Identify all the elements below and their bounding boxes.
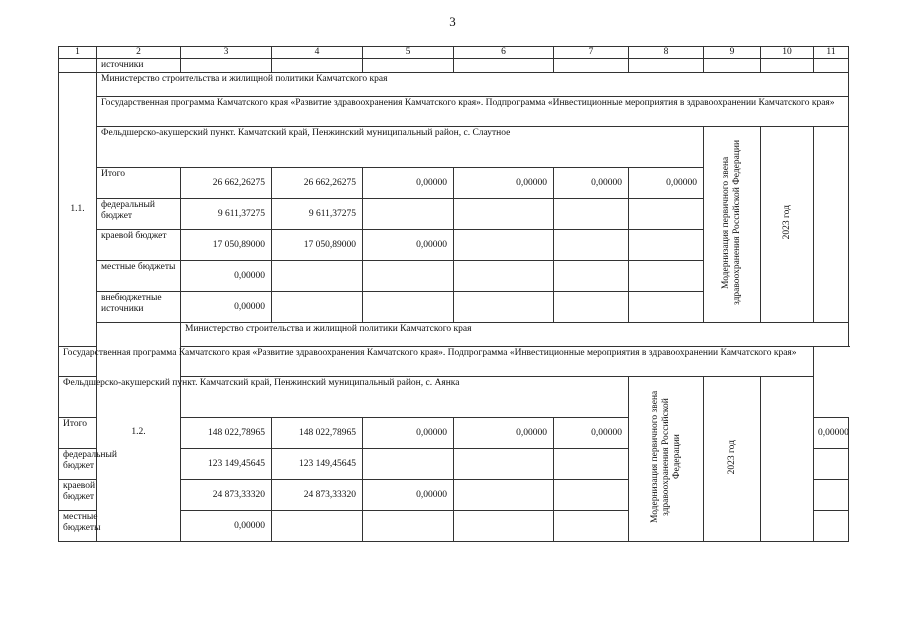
object-name: Фельдшерско-акушерский пункт. Камчатский край, Пенжинский муниципальный район, с. Аянка [59,377,629,418]
amount-cell [814,449,849,480]
column-number: 4 [272,47,363,59]
empty-cell [363,59,454,73]
result-cell [704,127,761,323]
ministry-name: Министерство строительства и жилищной политики Камчатского края [97,73,849,97]
amount-cell: 0,00000 [181,261,272,292]
ministry-name: Министерство строительства и жилищной политики Камчатского края [181,323,849,347]
amount-cell: 17 050,89000 [181,230,272,261]
empty-cell [454,59,554,73]
amount-cell [454,449,554,480]
amount-cell: 17 050,89000 [272,230,363,261]
empty-cell [59,59,97,73]
section-index: 1.1. [59,73,97,347]
funding-source-label: местные бюджеты [97,261,181,292]
funding-source-label: краевой бюджет [59,480,97,511]
object-row [59,127,849,168]
amount-cell [454,511,554,542]
column-number: 10 [761,47,814,59]
program-name: Государственная программа Камчатского края «Развитие здравоохранения Камчатского края». Подпрограмма «Инвестиционные мероприятия в здравоохранении Камчатского края» [97,97,849,127]
column-number: 1 [59,47,97,59]
amount-cell [554,292,629,323]
amount-cell [629,199,704,230]
year-text: 2023 год [726,439,737,475]
amount-cell [272,292,363,323]
year-cell [704,377,761,542]
funding-source-label: Итого [97,168,181,199]
empty-cell [272,59,363,73]
amount-cell [629,292,704,323]
amount-cell [363,292,454,323]
object-name: Фельдшерско-акушерский пункт. Камчатский край, Пенжинский муниципальный район, с. Слаутное [97,127,704,168]
empty-cell [761,59,814,73]
result-cell [629,377,704,542]
program-row [59,347,849,377]
funding-source-label: внебюджетные источники [97,292,181,323]
empty-cell [814,127,849,323]
amount-cell [454,230,554,261]
amount-cell: 9 611,37275 [272,199,363,230]
amount-cell [554,230,629,261]
funding-source-label: источники [97,59,181,73]
amount-cell [454,199,554,230]
program-name: Государственная программа Камчатского края «Развитие здравоохранения Камчатского края». Подпрограмма «Инвестиционные мероприятия в здравоохранении Камчатского края» [59,347,814,377]
funding-source-label: федеральный бюджет [59,449,97,480]
year-cell [761,127,814,323]
column-number: 5 [363,47,454,59]
column-number: 9 [704,47,761,59]
result-text: Модернизация первичного звена здравоохранения Российской Федерации [721,140,742,306]
amount-cell [629,261,704,292]
amount-cell [363,449,454,480]
amount-cell [272,261,363,292]
amount-cell: 0,00000 [363,230,454,261]
empty-cell [181,59,272,73]
amount-cell [363,261,454,292]
amount-cell: 0,00000 [181,292,272,323]
result-text: Модернизация первичного звена здравоохранения Российской Федерации [649,390,682,524]
amount-cell [814,480,849,511]
amount-cell [814,511,849,542]
amount-cell: 0,00000 [363,480,454,511]
column-number-row [59,47,849,59]
funding-table [58,46,849,542]
amount-cell: 0,00000 [554,418,629,449]
amount-cell [454,261,554,292]
amount-cell [363,199,454,230]
funding-source-label: местные бюджеты [59,511,97,542]
amount-cell: 0,00000 [629,168,704,199]
amount-cell [554,449,629,480]
empty-cell [554,59,629,73]
amount-cell: 0,00000 [814,418,849,449]
amount-cell [363,511,454,542]
column-number: 6 [454,47,554,59]
amount-cell [554,480,629,511]
empty-cell [814,59,849,73]
amount-cell [554,261,629,292]
funding-source-label: федеральный бюджет [97,199,181,230]
amount-cell: 0,00000 [454,168,554,199]
column-number: 8 [629,47,704,59]
funding-source-label: Итого [59,418,97,449]
amount-cell: 0,00000 [363,168,454,199]
amount-cell: 26 662,26275 [181,168,272,199]
amount-cell: 123 149,45645 [272,449,363,480]
amount-cell: 26 662,26275 [272,168,363,199]
amount-cell [629,230,704,261]
amount-cell [554,199,629,230]
empty-cell [761,377,814,542]
amount-cell [272,511,363,542]
amount-cell: 24 873,33320 [181,480,272,511]
amount-cell [454,480,554,511]
funding-source-label: краевой бюджет [97,230,181,261]
amount-cell: 148 022,78965 [181,418,272,449]
column-number: 11 [814,47,849,59]
empty-cell [704,59,761,73]
amount-cell: 0,00000 [181,511,272,542]
empty-cell [629,59,704,73]
amount-cell: 9 611,37275 [181,199,272,230]
object-row [59,377,849,418]
carry-over-row [59,59,849,73]
ministry-row [59,73,849,97]
amount-cell: 123 149,45645 [181,449,272,480]
amount-cell [454,292,554,323]
section-index: 1.2. [97,323,181,542]
amount-cell: 0,00000 [554,168,629,199]
year-text: 2023 год [781,205,792,240]
amount-cell: 0,00000 [363,418,454,449]
program-row [59,97,849,127]
ministry-row [59,323,849,347]
amount-cell: 0,00000 [454,418,554,449]
column-number: 3 [181,47,272,59]
amount-cell: 148 022,78965 [272,418,363,449]
column-number: 7 [554,47,629,59]
page-number: 3 [449,14,456,29]
amount-cell: 24 873,33320 [272,480,363,511]
amount-cell [554,511,629,542]
column-number: 2 [97,47,181,59]
